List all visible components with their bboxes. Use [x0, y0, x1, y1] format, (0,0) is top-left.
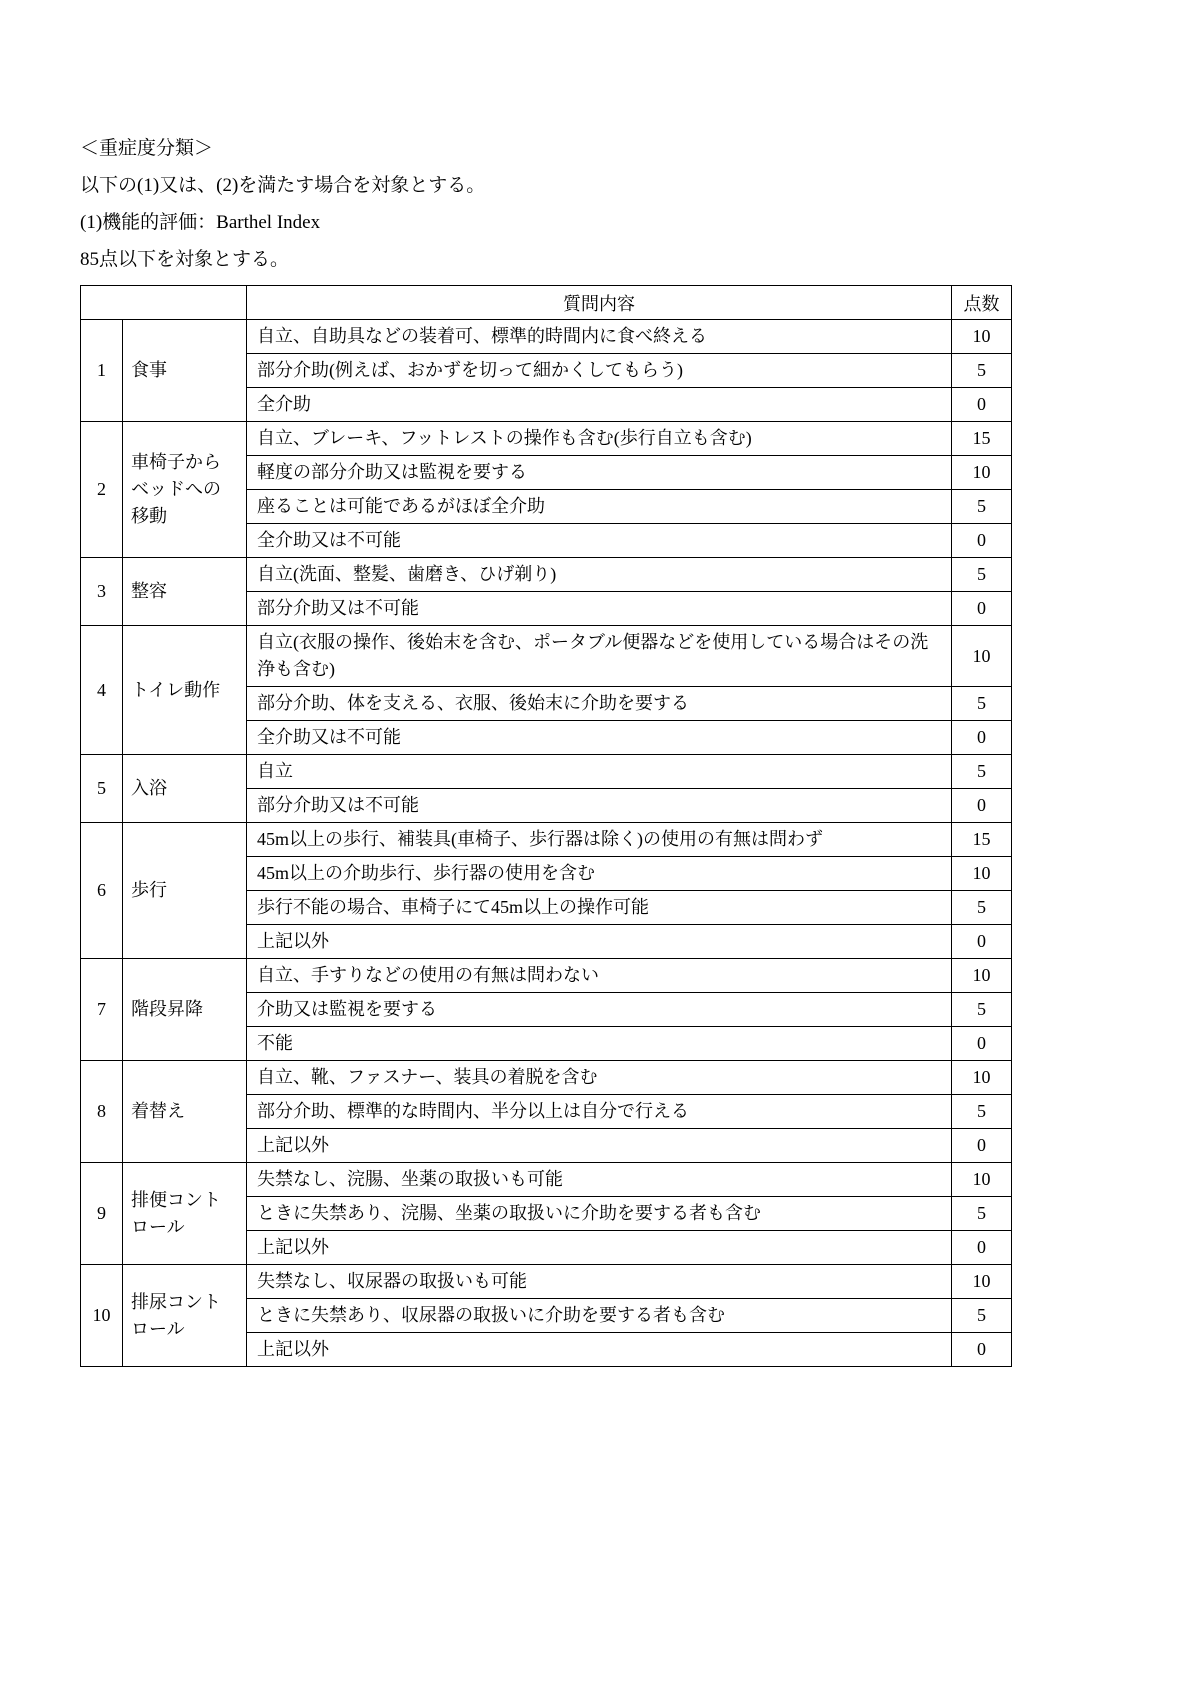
score-cell: 15	[952, 823, 1012, 857]
question-cell: 上記以外	[247, 1129, 952, 1163]
question-cell: 部分介助、標準的な時間内、半分以上は自分で行える	[247, 1095, 952, 1129]
score-cell: 10	[952, 959, 1012, 993]
question-column-header: 質問内容	[247, 286, 952, 320]
score-cell: 5	[952, 354, 1012, 388]
table-row	[81, 755, 1012, 789]
question-cell: 部分介助、体を支える、衣服、後始末に介助を要する	[247, 687, 952, 721]
score-cell: 0	[952, 1333, 1012, 1367]
question-cell: 歩行不能の場合、車椅子にて45m以上の操作可能	[247, 891, 952, 925]
score-cell: 10	[952, 456, 1012, 490]
item-number-cell: 6	[81, 823, 123, 959]
score-cell: 10	[952, 1163, 1012, 1197]
question-cell: 自立、自助具などの装着可、標準的時間内に食べ終える	[247, 320, 952, 354]
table-row	[81, 823, 1012, 857]
score-cell: 0	[952, 388, 1012, 422]
question-cell: 全介助又は不可能	[247, 524, 952, 558]
question-cell: 自立、靴、ファスナー、装具の着脱を含む	[247, 1061, 952, 1095]
score-cell: 10	[952, 1265, 1012, 1299]
question-cell: 部分介助又は不可能	[247, 592, 952, 626]
question-cell: 自立(洗面、整髪、歯磨き、ひげ剃り)	[247, 558, 952, 592]
question-cell: 45m以上の歩行、補装具(車椅子、歩行器は除く)の使用の有無は問わず	[247, 823, 952, 857]
score-column-header: 点数	[952, 286, 1012, 320]
score-cell: 10	[952, 320, 1012, 354]
table-row	[81, 626, 1012, 687]
table-row	[81, 320, 1012, 354]
question-cell: 全介助	[247, 388, 952, 422]
score-cell: 5	[952, 755, 1012, 789]
functional-evaluation-line: (1)機能的評価：Barthel Index	[80, 212, 321, 233]
barthel-index-table	[80, 285, 1012, 1367]
question-cell: 部分介助(例えば、おかずを切って細かくしてもらう)	[247, 354, 952, 388]
item-category-cell: 歩行	[123, 823, 247, 959]
item-number-cell: 5	[81, 755, 123, 823]
item-number-cell: 2	[81, 422, 123, 558]
question-cell: 介助又は監視を要する	[247, 993, 952, 1027]
score-cell: 0	[952, 592, 1012, 626]
score-cell: 5	[952, 891, 1012, 925]
item-category-cell: 階段昇降	[123, 959, 247, 1061]
item-number-cell: 10	[81, 1265, 123, 1367]
score-cell: 0	[952, 1129, 1012, 1163]
question-cell: 座ることは可能であるがほぼ全介助	[247, 490, 952, 524]
score-cell: 0	[952, 1027, 1012, 1061]
table-row	[81, 1265, 1012, 1299]
question-cell: 自立	[247, 755, 952, 789]
score-cell: 5	[952, 1197, 1012, 1231]
question-cell: 部分介助又は不可能	[247, 789, 952, 823]
score-cell: 10	[952, 857, 1012, 891]
table-row	[81, 1163, 1012, 1197]
table-row	[81, 422, 1012, 456]
table-row	[81, 959, 1012, 993]
item-category-cell: 食事	[123, 320, 247, 422]
item-number-cell: 9	[81, 1163, 123, 1265]
question-cell: 失禁なし、浣腸、坐薬の取扱いも可能	[247, 1163, 952, 1197]
score-cell: 10	[952, 1061, 1012, 1095]
question-cell: 失禁なし、収尿器の取扱いも可能	[247, 1265, 952, 1299]
score-cell: 0	[952, 1231, 1012, 1265]
question-cell: 上記以外	[247, 925, 952, 959]
score-threshold-line: 85点以下を対象とする。	[80, 249, 290, 270]
question-cell: 上記以外	[247, 1231, 952, 1265]
item-category-cell: 整容	[123, 558, 247, 626]
item-category-cell: トイレ動作	[123, 626, 247, 755]
score-cell: 0	[952, 789, 1012, 823]
score-cell: 5	[952, 687, 1012, 721]
empty-header-cell	[81, 286, 247, 320]
table-row	[81, 558, 1012, 592]
question-cell: 自立、ブレーキ、フットレストの操作も含む(歩行自立も含む)	[247, 422, 952, 456]
score-cell: 5	[952, 993, 1012, 1027]
item-category-cell: 排尿コントロール	[123, 1265, 247, 1367]
question-cell: ときに失禁あり、浣腸、坐薬の取扱いに介助を要する者も含む	[247, 1197, 952, 1231]
score-cell: 5	[952, 558, 1012, 592]
severity-classification-heading: ＜重症度分類＞	[80, 138, 214, 159]
question-cell: 自立(衣服の操作、後始末を含む、ポータブル便器などを使用している場合はその洗浄も含む)	[247, 626, 952, 687]
item-category-cell: 着替え	[123, 1061, 247, 1163]
item-number-cell: 3	[81, 558, 123, 626]
intro-block	[80, 130, 1091, 278]
question-cell: 上記以外	[247, 1333, 952, 1367]
question-cell: 45m以上の介助歩行、歩行器の使用を含む	[247, 857, 952, 891]
item-number-cell: 1	[81, 320, 123, 422]
item-number-cell: 8	[81, 1061, 123, 1163]
score-cell: 10	[952, 626, 1012, 687]
score-cell: 0	[952, 721, 1012, 755]
item-category-cell: 車椅子からベッドへの移動	[123, 422, 247, 558]
item-category-cell: 入浴	[123, 755, 247, 823]
question-cell: 全介助又は不可能	[247, 721, 952, 755]
table-header-row	[81, 286, 1012, 320]
item-number-cell: 7	[81, 959, 123, 1061]
score-cell: 5	[952, 1299, 1012, 1333]
question-cell: ときに失禁あり、収尿器の取扱いに介助を要する者も含む	[247, 1299, 952, 1333]
table-row	[81, 1061, 1012, 1095]
intro-condition-line: 以下の(1)又は、(2)を満たす場合を対象とする。	[80, 175, 486, 196]
score-cell: 15	[952, 422, 1012, 456]
question-cell: 自立、手すりなどの使用の有無は問わない	[247, 959, 952, 993]
question-cell: 不能	[247, 1027, 952, 1061]
score-cell: 5	[952, 1095, 1012, 1129]
score-cell: 5	[952, 490, 1012, 524]
score-cell: 0	[952, 925, 1012, 959]
item-number-cell: 4	[81, 626, 123, 755]
item-category-cell: 排便コントロール	[123, 1163, 247, 1265]
question-cell: 軽度の部分介助又は監視を要する	[247, 456, 952, 490]
score-cell: 0	[952, 524, 1012, 558]
barthel-table-body	[81, 320, 1012, 1367]
